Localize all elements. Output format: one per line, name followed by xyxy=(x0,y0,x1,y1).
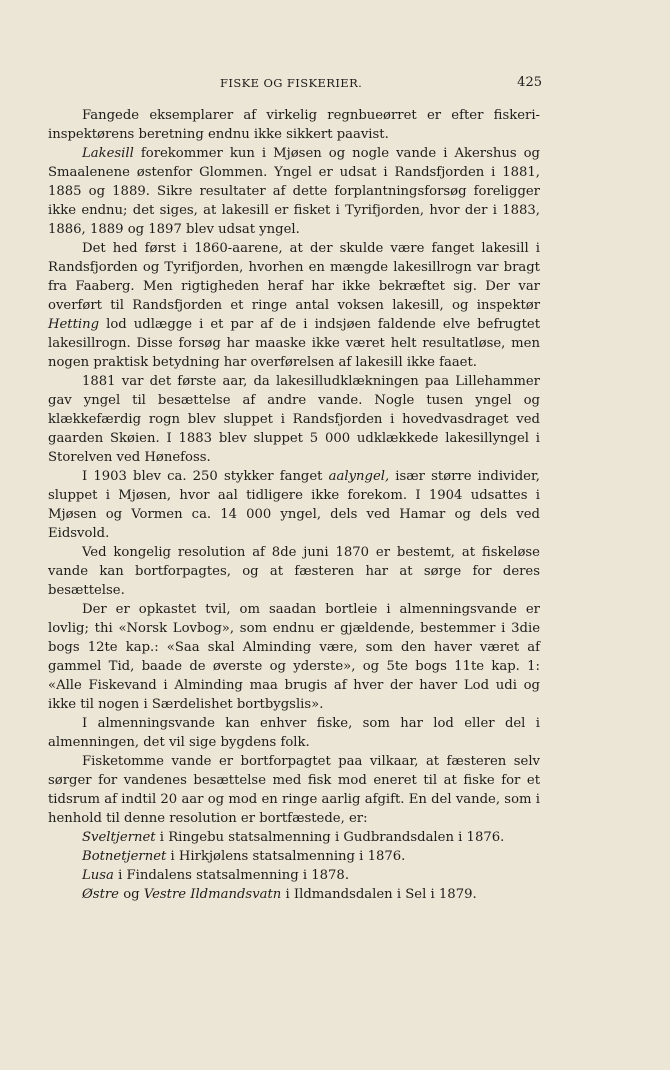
paragraph xyxy=(48,372,540,467)
list-item xyxy=(48,847,540,866)
text-run: i Findalens statsalmenning i 1878. xyxy=(113,868,350,883)
list-item xyxy=(48,866,540,885)
text-run: i Ringebu statsalmenning i Gudbrandsdalen i 1876. xyxy=(155,830,505,845)
text-run: og xyxy=(119,887,144,902)
text-run: forekommer kun i Mjøsen og nogle vande i Akershus og Smaalenene østenfor Glommen. Yngel er udsat i Randsfjorden i 1881, 1885 og 1889. Sikre resultater af dette forplantningsforsøg foreligger ikke endnu; det siges, at lakesill er fisket i Tyrifjorden, hvor der i 1883, 1886, 1889 og 1897 blev udsat yngel. xyxy=(48,146,540,237)
italic-run: Sveltjernet xyxy=(82,830,156,845)
italic-run: Østre xyxy=(82,887,119,902)
text-run: i Hirkjølens statsalmenning i 1876. xyxy=(166,849,406,864)
paragraph xyxy=(48,543,540,600)
paragraph xyxy=(48,752,540,828)
paragraph xyxy=(48,600,540,714)
italic-run: Vestre Ildmandsvatn xyxy=(143,887,282,902)
paragraph xyxy=(48,714,540,752)
text-run: Fangede eksemplarer af virkelig regnbueørret er efter fiskeriinspektørens beretning endnu ikke sikkert paavist. xyxy=(48,108,540,142)
text-run: Ved kongelig resolution af 8de juni 1870 er bestemt, at fiskeløse vande kan bortforpagtes, og at fæsteren har at sørge for deres besættelse. xyxy=(48,545,540,598)
list-item xyxy=(48,828,540,847)
paragraph xyxy=(48,239,540,372)
italic-run: Botnetjernet xyxy=(82,849,167,864)
text-run: Det hed først i 1860-aarene, at der skulde være fanget lakesill i Randsfjorden og Tyrifjorden, hvorhen en mængde lakesillrogn var bragt fra Faaberg. Men rigtigheden heraf har ikke bekræftet sig. Der var overført til Randsfjorden et ringe antal voksen lakesill, og inspektør xyxy=(48,241,540,313)
text-run: især større individer, sluppet i Mjøsen, hvor aal tidligere ikke forekom. I 1904 udsattes i Mjøsen og Vormen ca. 14 000 yngel, dels ved Hamar og dels ved Eidsvold. xyxy=(48,469,541,541)
paragraph xyxy=(48,467,540,543)
text-run: Der er opkastet tvil, om saadan bortleie i almenningsvande er lovlig; thi «Norsk Lovbog», som endnu er gjældende, bestemmer i 3die bogs 12te kap.: «Saa skal Alminding være, som den haver været af gammel Tid, baade de øverste og yderste», og 5te bogs 11te kap. 1: «Alle Fiskevand i Alminding maa brugis af hver der haver Lod udi og ikke til nogen i Særdelishet bortbygslis». xyxy=(48,602,540,712)
text-run: 1881 var det første aar, da lakesilludklækningen paa Lillehammer gav yngel til besættelse af andre vande. Nogle tusen yngel og klækkefærdig rogn blev sluppet i Randsfjorden i hovedvasdraget ved gaarden Skøien. I 1883 blev sluppet 5 000 udklækkede lakesillyngel i Storelven ved Hønefoss. xyxy=(48,374,540,465)
italic-run: aalyngel, xyxy=(328,469,390,484)
italic-run: Lakesill xyxy=(82,146,134,161)
paragraph xyxy=(48,144,540,239)
text-run: I almenningsvande kan enhver fiske, som har lod eller del i almenningen, det vil sige bygdens folk. xyxy=(48,716,540,750)
running-title: FISKE OG FISKERIER. xyxy=(220,76,363,90)
body-text xyxy=(48,106,540,904)
italic-run: Lusa xyxy=(82,868,114,883)
page-number: 425 xyxy=(517,75,542,90)
italic-run: Hetting xyxy=(48,317,100,332)
text-run: lod udlægge i et par af de i indsjøen faldende elve befrugtet lakesillrogn. Disse forsøg har maaske ikke været helt resultatløse, men nogen praktisk betydning har overførelsen af lakesill ikke faaet. xyxy=(48,317,540,370)
paragraph xyxy=(48,106,540,144)
text-run: I 1903 blev ca. 250 stykker fanget xyxy=(82,469,329,484)
text-run: Fisketomme vande er bortforpagtet paa vilkaar, at fæsteren selv sørger for vandenes besættelse med fisk mod eneret til at fiske for et tidsrum af indtil 20 aar og mod en ringe aarlig afgift. En del vande, som i henhold til denne resolution er bortfæstede, er: xyxy=(48,754,540,826)
list-item xyxy=(48,885,540,904)
text-run: i Ildmandsdalen i Sel i 1879. xyxy=(281,887,477,902)
